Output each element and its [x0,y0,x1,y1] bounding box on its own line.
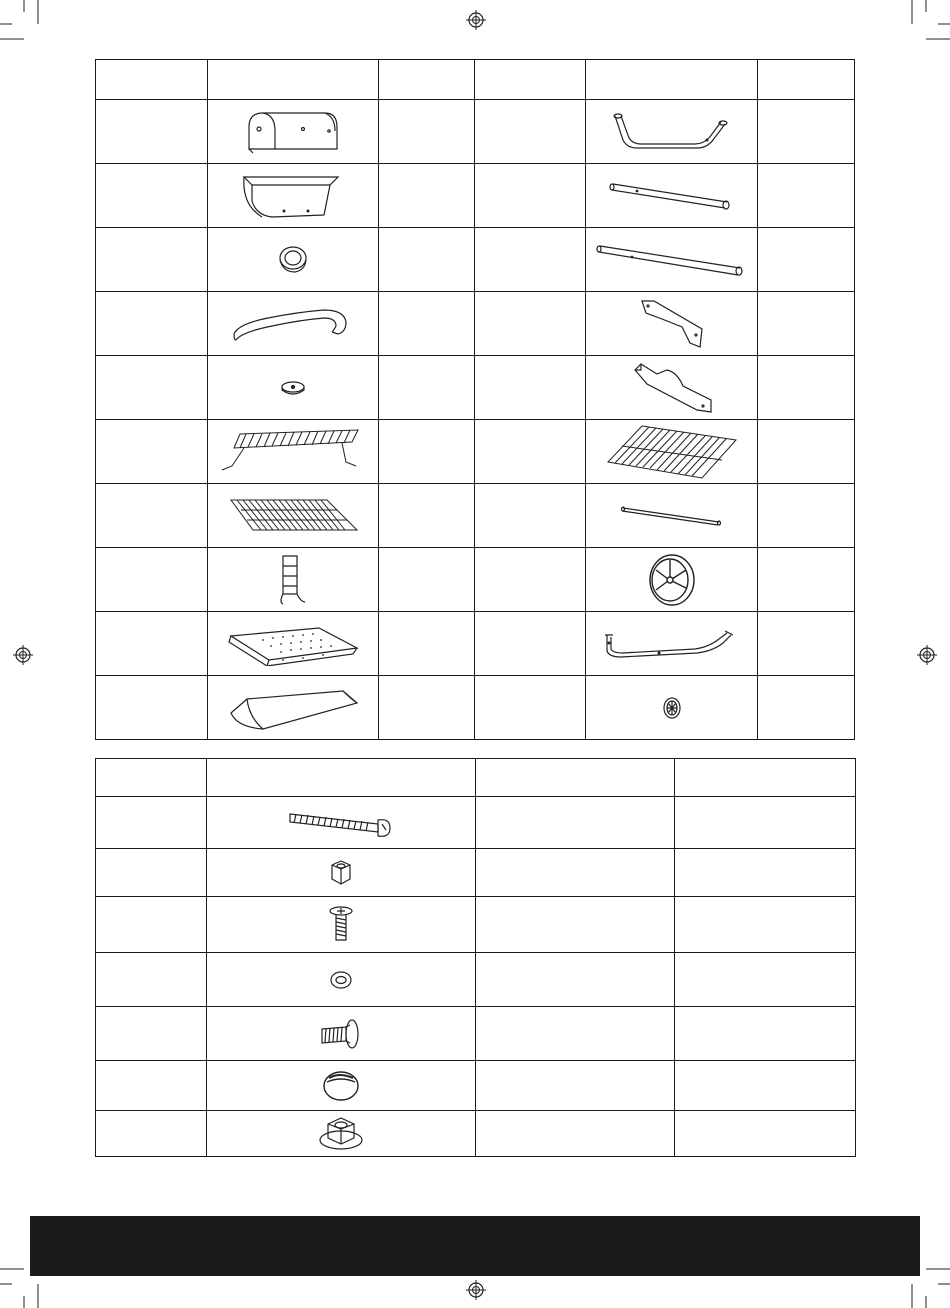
part-image-cell [586,676,758,740]
part-image-cell [586,548,758,612]
part-no-cell [475,676,586,740]
registration-mark-bottom-icon [466,1280,486,1300]
warming-rack-icon [218,426,368,478]
part-image-cell [586,228,758,292]
part-qty-cell [379,548,475,612]
hardware-qty-cell [476,1007,675,1061]
header-cell [586,60,758,100]
hardware-note-cell [675,953,856,1007]
hardware-image-cell [207,797,476,849]
hardware-qty-cell [476,1061,675,1111]
table-row [96,228,855,292]
part-no-cell [475,100,586,164]
part-image-cell [586,356,758,420]
table-row [96,484,855,548]
registration-mark-left-icon [13,645,33,665]
part-image-cell [208,356,379,420]
table-row [96,420,855,484]
lid-handle-icon [228,304,358,344]
charcoal-tray-icon [223,622,363,666]
part-no-cell [96,228,208,292]
table-row [96,1111,856,1157]
hardware-image-cell [207,953,476,1007]
hardware-no-cell [96,1007,207,1061]
hardware-note-cell [675,1111,856,1157]
part-qty-cell [379,420,475,484]
hardware-note-cell [675,897,856,953]
hardware-no-cell [96,1111,207,1157]
part-qty-cell [758,676,855,740]
cooking-grate-icon [223,494,363,538]
table-row [96,612,855,676]
part-no-cell [96,100,208,164]
part-qty-cell [758,420,855,484]
vent-cap-icon [273,242,313,278]
hardware-note-cell [675,849,856,897]
table-row [96,676,855,740]
part-qty-cell [758,292,855,356]
hardware-table-header [96,759,856,797]
registration-mark-right-icon [917,645,937,665]
part-no-cell [96,164,208,228]
hardware-no-cell [96,953,207,1007]
long-leg-tube-icon [592,238,752,282]
parts-table-header [96,60,855,100]
part-qty-cell [379,164,475,228]
part-qty-cell [379,292,475,356]
mount-bracket-angled-icon [627,360,717,416]
mount-bracket-icon [632,297,712,351]
lower-frame-bar-icon [597,621,747,667]
part-image-cell [586,484,758,548]
hardware-image-cell [207,1061,476,1111]
hardware-no-cell [96,897,207,953]
u-handle-bar-icon [607,110,737,154]
hardware-image-cell [207,897,476,953]
part-image-cell [208,228,379,292]
hardware-qty-cell [476,797,675,849]
short-leg-tube-icon [607,178,737,214]
part-no-cell [475,228,586,292]
part-qty-cell [379,356,475,420]
footer-bar [30,1216,920,1276]
hardware-no-cell [96,1061,207,1111]
parts-table [95,59,855,740]
hardware-qty-cell [476,849,675,897]
part-no-cell [475,548,586,612]
part-qty-cell [379,100,475,164]
hardware-qty-cell [476,897,675,953]
header-cell [758,60,855,100]
part-qty-cell [758,548,855,612]
part-no-cell [475,164,586,228]
part-image-cell [208,548,379,612]
hardware-qty-cell [476,953,675,1007]
header-cell [675,759,856,797]
registration-mark-top-icon [466,10,486,30]
part-image-cell [586,612,758,676]
part-no-cell [96,612,208,676]
table-row [96,1007,856,1061]
damper-disc-icon [278,378,308,398]
hardware-image-cell [207,1007,476,1061]
part-qty-cell [758,228,855,292]
part-qty-cell [379,484,475,548]
part-image-cell [208,420,379,484]
header-cell [96,60,208,100]
part-qty-cell [379,612,475,676]
table-row [96,953,856,1007]
part-image-cell [208,100,379,164]
part-image-cell [586,292,758,356]
part-image-cell [208,484,379,548]
part-qty-cell [758,100,855,164]
bottom-shelf-grid-icon [602,422,742,482]
hardware-qty-cell [476,1111,675,1157]
cotter-clip-icon [319,1068,363,1104]
part-qty-cell [758,484,855,548]
hardware-no-cell [96,849,207,897]
part-qty-cell [758,612,855,676]
part-image-cell [208,292,379,356]
part-no-cell [96,548,208,612]
axle-rod-icon [617,504,727,528]
part-image-cell [586,420,758,484]
table-row [96,292,855,356]
hardware-image-cell [207,849,476,897]
hardware-note-cell [675,1061,856,1111]
part-no-cell [475,484,586,548]
part-no-cell [96,292,208,356]
part-no-cell [475,356,586,420]
part-qty-cell [758,356,855,420]
shoulder-bolt-icon [316,1015,366,1053]
hardware-note-cell [675,1007,856,1061]
header-cell [208,60,379,100]
flat-washer-icon [326,968,356,992]
barrel-lid-icon [243,109,343,155]
hex-nut-icon [326,859,356,887]
part-no-cell [96,676,208,740]
part-image-cell [586,164,758,228]
table-row [96,356,855,420]
part-qty-cell [758,164,855,228]
part-qty-cell [379,228,475,292]
part-image-cell [586,100,758,164]
part-no-cell [96,484,208,548]
side-hook-icon [275,552,311,608]
flange-nut-icon [316,1114,366,1154]
header-cell [475,60,586,100]
table-row [96,1061,856,1111]
table-row [96,897,856,953]
header-cell [207,759,476,797]
header-cell [96,759,207,797]
part-image-cell [208,676,379,740]
part-no-cell [475,292,586,356]
hardware-table [95,758,856,1157]
part-no-cell [96,356,208,420]
part-no-cell [475,612,586,676]
part-no-cell [475,420,586,484]
hub-cap-icon [658,692,686,724]
ash-pan-icon [223,683,363,733]
wheel-icon [644,552,700,608]
part-image-cell [208,612,379,676]
part-no-cell [96,420,208,484]
table-row [96,849,856,897]
table-row [96,100,855,164]
table-row [96,164,855,228]
part-qty-cell [379,676,475,740]
barrel-bowl-icon [238,171,348,221]
table-row [96,548,855,612]
hardware-image-cell [207,1111,476,1157]
header-cell [476,759,675,797]
hardware-no-cell [96,797,207,849]
long-bolt-icon [286,806,396,840]
part-image-cell [208,164,379,228]
header-cell [379,60,475,100]
hardware-note-cell [675,797,856,849]
table-row [96,797,856,849]
short-screw-icon [326,904,356,946]
